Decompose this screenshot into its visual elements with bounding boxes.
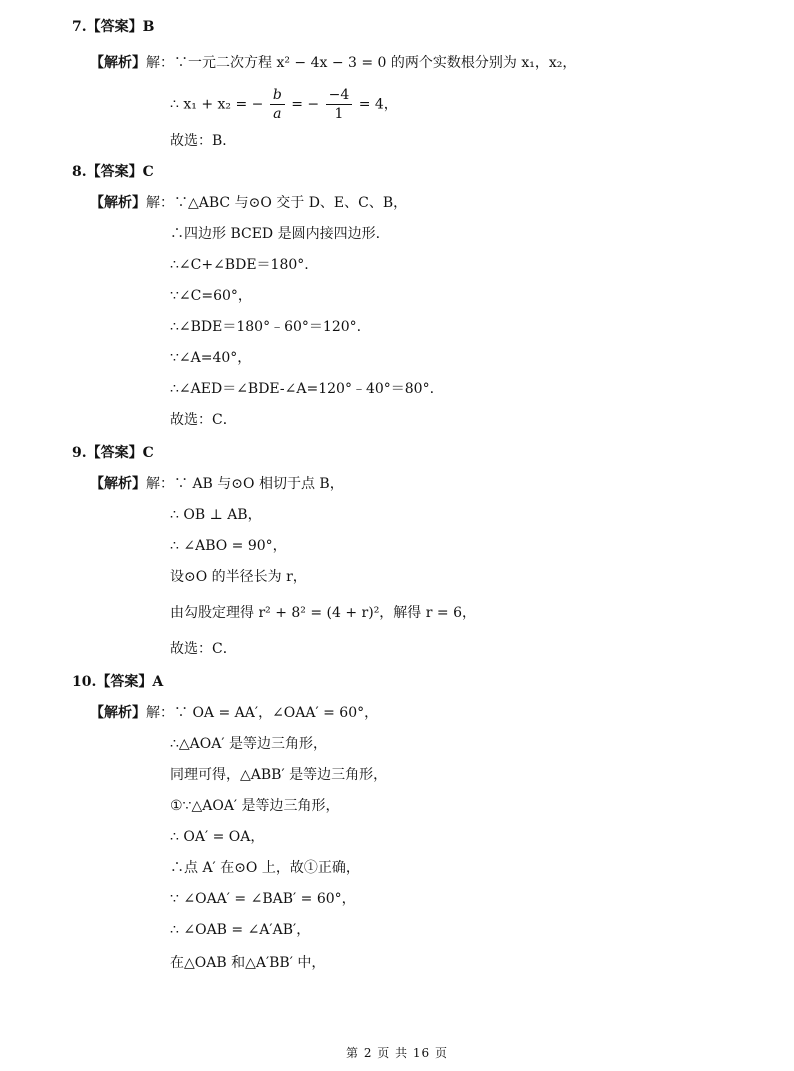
fraction-neg4-over-1 [326,88,353,121]
page-footer: 第 2 页 共 16 页 [346,1046,448,1060]
q8-text-1: 解：∵△ABC 与⊙O 交于 D、E、C、B， [146,195,408,211]
q7-choice: 故选：B． [170,133,237,149]
q9-analysis-line-1 [90,477,344,491]
q8-line-4: ∵∠C=60°， [170,288,252,304]
fraction-numerator: −4 [326,88,353,105]
q8-line-2: ∴四边形 BCED 是圆内接四边形. [170,226,381,242]
q10-answer-heading: 10.【答案】A [72,674,164,690]
q10-line-8: ∴ ∠OAB = ∠A′AB′， [170,922,311,938]
q9-text-1: 解：∵ AB 与⊙O 相切于点 B， [146,476,344,492]
fraction-b-over-a [270,88,285,121]
q8-line-7: ∴∠AED＝∠BDE-∠A=120°﹣40°＝80°. [170,381,435,397]
q10-line-6: ∴点 A′ 在⊙O 上，故①正确， [170,860,360,876]
q10-line-9: 在△OAB 和△A′BB′ 中， [170,955,326,971]
q7-analysis-line-1 [90,56,576,70]
q8-line-6: ∵∠A=40°， [170,350,252,366]
analysis-tag: 【解析】 [90,55,146,71]
q9-line-2: ∴ OB ⊥ AB， [170,507,262,523]
q10-line-5: ∴ OA′ = OA， [170,829,265,845]
q7-text-3: = − [291,96,320,113]
q7-text-2: ∴ x₁ + x₂ = − [170,96,264,113]
q10-line-2: ∴△AOA′ 是等边三角形， [170,736,328,752]
q7-sum-equation [170,88,398,121]
q9-line-5: 由勾股定理得 r² + 8² = (4 + r)²，解得 r = 6， [170,605,476,621]
q8-line-5: ∴∠BDE＝180°﹣60°＝120°. [170,319,362,335]
q10-line-3: 同理可得，△ABB′ 是等边三角形， [170,767,388,783]
q8-choice: 故选：C． [170,412,237,428]
fraction-numerator: b [270,88,285,105]
fraction-denominator: 1 [334,106,344,122]
q10-line-4: ①∵△AOA′ 是等边三角形， [170,798,340,814]
q7-answer-heading: 7.【答案】B [72,19,155,35]
q10-line-7: ∵ ∠OAA′ = ∠BAB′ = 60°， [170,891,356,907]
q9-answer-heading: 9.【答案】C [72,445,154,461]
q8-line-3: ∴∠C+∠BDE＝180°. [170,257,309,273]
q9-line-3: ∴ ∠ABO = 90°， [170,538,287,554]
q9-choice: 故选：C． [170,641,237,657]
q10-analysis-line-1 [90,706,378,720]
analysis-tag: 【解析】 [90,705,146,721]
q8-analysis-line-1 [90,196,407,210]
q7-text-4: = 4， [358,96,398,113]
analysis-tag: 【解析】 [90,195,146,211]
q9-line-4: 设⊙O 的半径长为 r， [170,569,307,585]
q8-answer-heading: 8.【答案】C [72,164,154,180]
analysis-tag: 【解析】 [90,476,146,492]
q7-text-1: 解：∵一元二次方程 x² − 4x − 3 = 0 的两个实数根分别为 x₁，x₂， [146,55,577,71]
fraction-denominator: a [273,106,282,122]
q10-text-1: 解：∵ OA = AA′，∠OAA′ = 60°， [146,705,379,721]
